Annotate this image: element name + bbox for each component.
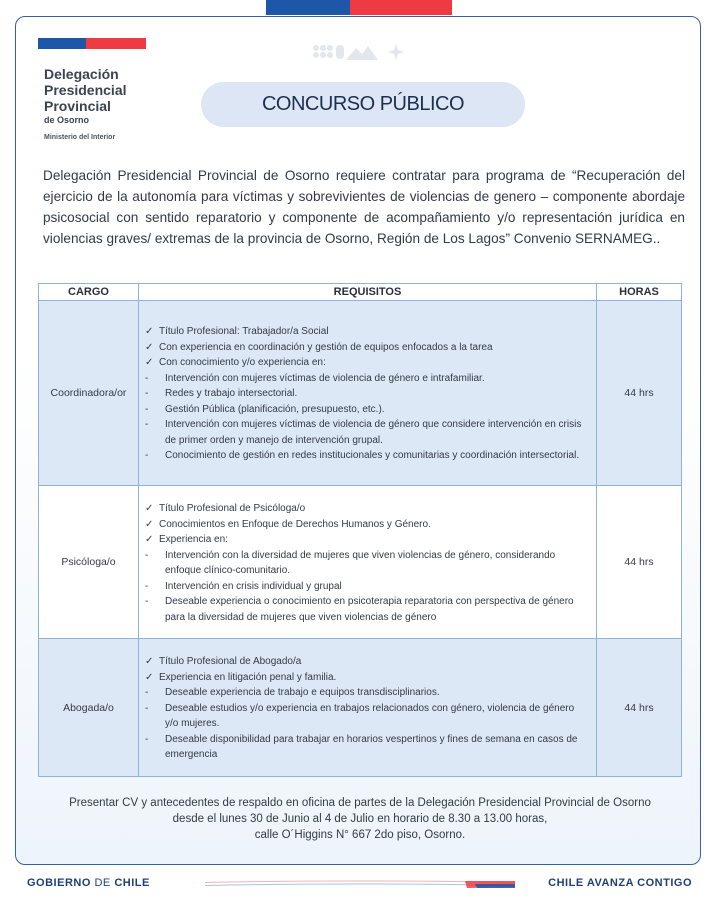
- dash-bullet: -: [145, 596, 149, 607]
- requirement-item: [145, 371, 590, 387]
- requirement-text: Deseable experiencia de trabajo e equipos transdisciplinarios.: [165, 687, 440, 699]
- header-cargo: CARGO: [39, 284, 139, 301]
- requirement-text: Título Profesional de Psicóloga/o: [159, 503, 306, 514]
- requirement-text: Experiencia en litigación penal y familia.: [159, 671, 337, 683]
- requirement-text: Con experiencia en coordinación y gestión de equipos enfocados a la tarea: [159, 341, 493, 353]
- dash-bullet: -: [145, 733, 149, 745]
- requirement-item: [145, 340, 590, 356]
- requirement-item: [145, 501, 590, 517]
- requirement-text: Con conocimiento y/o experiencia en:: [159, 357, 326, 369]
- top-flag-bar: [266, 0, 452, 15]
- requirement-item: [145, 386, 590, 402]
- requirement-text: Deseable disponibilidad para trabajar en horarios vespertinos y fines de semana en casos de emergencia: [165, 733, 578, 761]
- gobierno-de-chile-brand: GOBIERNO DE CHILE: [27, 877, 150, 889]
- requirement-item: [145, 670, 590, 686]
- decorative-shapes-icon: [312, 42, 408, 62]
- requirements-cell: [139, 301, 597, 486]
- requirement-text: Deseable experiencia o conocimiento en psicoterapia reparatoria con perspectiva de género para la diversidad de mujeres que viven violencias de género: [165, 596, 574, 623]
- dash-bullet: -: [145, 403, 149, 415]
- requirement-text: Gestión Pública (planificación, presupuesto, etc.).: [165, 403, 385, 415]
- requirement-item: [145, 548, 590, 579]
- dash-bullet: -: [145, 388, 149, 400]
- requirement-item: [145, 579, 590, 595]
- requirement-text: Intervención con mujeres víctimas de violencia de género que considere intervención en crisis de primer orden y manejo de intervención grupal.: [165, 419, 582, 446]
- logo-line-3: Provincial: [44, 98, 111, 114]
- dash-bullet: -: [145, 419, 149, 431]
- instructions-line-3: calle O´Higgins N° 667 2do piso, Osorno.: [254, 829, 466, 841]
- requirement-item: [145, 448, 590, 464]
- requirement-text: Intervención con la diversidad de mujeres que viven violencias de género, considerando enfoque clínico-comunitario.: [165, 549, 556, 576]
- requirements-cell: [139, 486, 597, 639]
- header-horas: HORAS: [597, 284, 682, 301]
- table-row: [39, 301, 682, 486]
- requirement-text: Título Profesional: Trabajador/a Social: [159, 326, 329, 338]
- requirement-item: [145, 417, 590, 448]
- page-title: CONCURSO PÚBLICO: [201, 82, 525, 127]
- logo-flag-bar: [38, 38, 146, 49]
- requirement-item: [145, 517, 590, 533]
- checkmark-icon: ✓: [145, 503, 154, 514]
- header-requisitos: REQUISITOS: [139, 284, 597, 301]
- requirements-list: [145, 324, 590, 464]
- dash-bullet: -: [145, 687, 149, 699]
- decorative-stripes-icon: [205, 879, 515, 889]
- requirements-list: [145, 654, 590, 763]
- table-row: [39, 639, 682, 777]
- requirement-item: [145, 324, 590, 340]
- requirement-text: Deseable estudios y/o experiencia en trabajos relacionados con género, violencia de género y/o mujeres.: [165, 702, 575, 730]
- checkmark-icon: ✓: [145, 671, 154, 683]
- cargo-cell: Abogada/o: [39, 639, 139, 777]
- dash-bullet: -: [145, 702, 149, 714]
- dash-bullet: -: [145, 372, 149, 384]
- checkmark-icon: ✓: [145, 357, 154, 369]
- requirement-item: [145, 402, 590, 418]
- requirements-cell: [139, 639, 597, 777]
- dash-bullet: -: [145, 450, 149, 462]
- requirement-text: Redes y trabajo intersectorial.: [165, 388, 298, 400]
- logo-ministry: Ministerio del Interior: [44, 134, 116, 141]
- requirement-text: Intervención con mujeres víctimas de violencia de género e intrafamiliar.: [165, 372, 485, 384]
- requirement-item: [145, 732, 590, 763]
- checkmark-icon: ✓: [145, 534, 154, 545]
- requirement-item: [145, 355, 590, 371]
- dash-bullet: -: [145, 549, 149, 561]
- checkmark-icon: ✓: [145, 518, 154, 530]
- slogan: CHILE AVANZA CONTIGO: [548, 877, 692, 889]
- requirements-list: [145, 501, 590, 625]
- checkmark-icon: ✓: [145, 326, 154, 338]
- hours-cell: 44 hrs: [597, 486, 682, 639]
- intro-paragraph: Delegación Presidencial Provincial de Osorno requiere contratar para programa de “Recuperación del ejercicio de la autonomía para víctimas y sobrevivientes de violencias de genero – componente abordaje psicosocial con sentido reparatorio y componente de acompañamiento y/o representación jurídica en violencias graves/ extremas de la provincia de Osorno, Región de Los Lagos” Convenio SERNAMEG..: [43, 168, 685, 246]
- requirement-item: [145, 654, 590, 670]
- cargo-cell: Coordinadora/or: [39, 301, 139, 486]
- delegacion-logo: [44, 66, 127, 141]
- requirement-text: Conocimientos en Enfoque de Derechos Humanos y Género.: [159, 518, 431, 530]
- table-row: [39, 486, 682, 639]
- dash-bullet: -: [145, 580, 149, 592]
- requirement-item: [145, 594, 590, 625]
- flag-red-segment: [350, 0, 452, 15]
- requirement-item: [145, 685, 590, 701]
- logo-line-1: Delegación: [44, 66, 119, 82]
- table-header-row: [39, 284, 682, 301]
- checkmark-icon: ✓: [145, 341, 154, 353]
- logo-line-4: de Osorno: [44, 115, 90, 125]
- requirement-text: Experiencia en:: [159, 534, 228, 545]
- flag-blue-segment: [266, 0, 350, 15]
- logo-line-2: Presidencial: [44, 82, 127, 98]
- hours-cell: 44 hrs: [597, 639, 682, 777]
- application-instructions: [40, 795, 680, 843]
- requirement-text: Título Profesional de Abogado/a: [159, 656, 302, 668]
- instructions-line-2: desde el lunes 30 de Junio al 4 de Julio en horario de 8.30 a 13.00 horas,: [172, 813, 548, 825]
- requirement-item: [145, 532, 590, 548]
- checkmark-icon: ✓: [145, 656, 154, 668]
- requirements-table: [38, 283, 682, 777]
- requirement-item: [145, 701, 590, 732]
- requirement-text: Conocimiento de gestión en redes institucionales y comunitarias y coordinación intersectorial.: [165, 450, 580, 462]
- hours-cell: 44 hrs: [597, 301, 682, 486]
- instructions-line-1: Presentar CV y antecedentes de respaldo en oficina de partes de la Delegación Presidencial Provincial de Osorno: [69, 797, 651, 809]
- requirement-text: Intervención en crisis individual y grupal: [165, 580, 342, 592]
- cargo-cell: Psicóloga/o: [39, 486, 139, 639]
